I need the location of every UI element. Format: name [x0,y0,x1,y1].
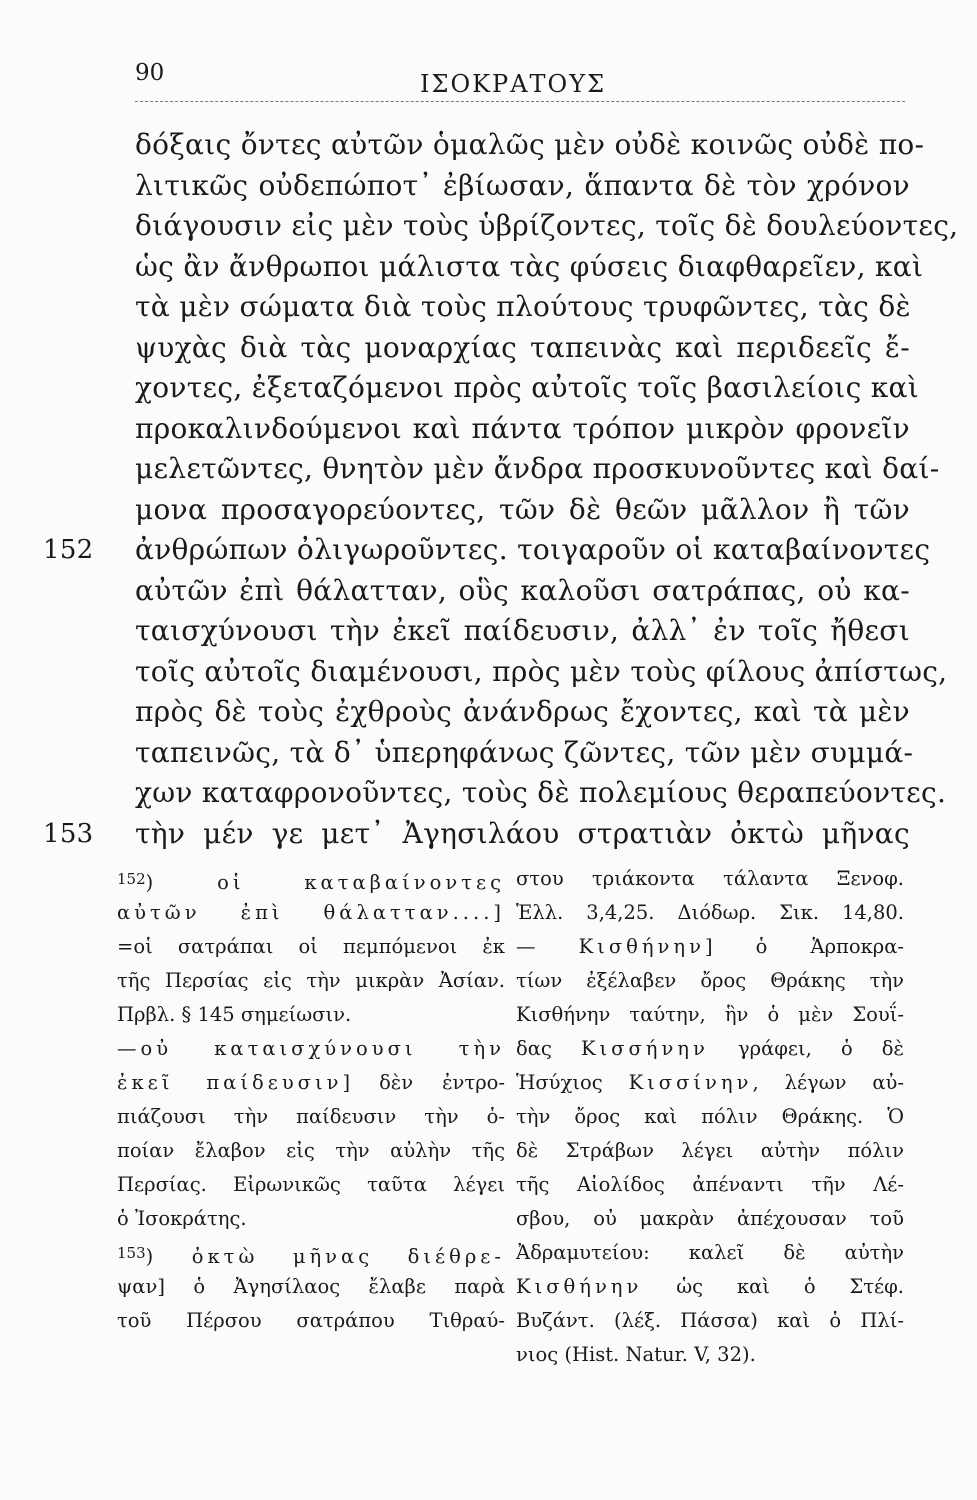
text-line: ταπεινῶς, τὰ δ᾽ ὑπερηφάνως ζῶντες, τῶν μὲν συμμά- [135,735,914,769]
running-title: ΙΣΟΚΡΑΤΟΥΣ [420,70,607,98]
main-text [43,125,959,854]
note-line: — Κισθήνην] ὁ Ἁρποκρα- [516,935,904,958]
note-line: στου τριάκοντα τάλαντα Ξενοφ. [516,867,904,890]
note-line: σβου, οὐ μακρὰν ἀπέχουσαν τοῦ [516,1207,904,1230]
text-line: μονα προσαγορεύοντες, τῶν δὲ θεῶν μᾶλλον ἢ τῶν [135,492,910,526]
note-line: ἐκεῖ παίδευσιν] δὲν ἐντρο- [117,1071,505,1094]
text-line: λιτικῶς οὐδεπώποτ᾽ ἐβίωσαν, ἅπαντα δὲ τὸν χρόνον [135,168,910,202]
text-line: αὐτῶν ἐπὶ θάλατταν, οὓς καλοῦσι σατράπας, οὐ κα- [135,573,910,607]
note-line: $^{152}$) οἱ καταβαίνοντες [117,870,505,894]
text-line: χοντες, ἐξεταζόμενοι πρὸς αὐτοῖς τοῖς βασιλείοις καὶ [135,371,920,404]
note-line: $^{153}$) ὀκτὼ μῆνας διέθρε- [117,1244,505,1268]
text-line: χων καταφρονοῦντες, τοὺς δὲ πολεμίους θεραπεύοντες. [135,776,947,809]
text-line: τοῖς αὐτοῖς διαμένουσι, πρὸς μὲν τοὺς φίλους ἀπίστως, [135,654,948,688]
note-line: Κισθήνην ὡς καὶ ὁ Στέφ. [516,1275,904,1298]
section-number-152: 152 [43,535,94,565]
text-line: διάγουσιν εἰς μὲν τοὺς ὑβρίζοντες, τοῖς δὲ δουλεύοντες, [135,209,959,242]
note-line: νιος (Hist. Natur. V, 32). [516,1343,756,1366]
text-line: ὡς ἂν ἄνθρωποι μάλιστα τὰς φύσεις διαφθαρεῖεν, καὶ [135,249,924,283]
note-line: Κισθήνην ταύτην, ἣν ὁ μὲν Σουΐ- [516,1003,904,1026]
text-line: προκαλινδούμενοι καὶ πάντα τρόπον μικρὸν φρονεῖν [135,411,910,445]
text-line: τὰ μὲν σώματα διὰ τοὺς πλούτους τρυφῶντες, τὰς δὲ [135,290,911,323]
note-line: ὁ Ἰσοκράτης. [117,1207,247,1230]
note-line: δας Κισσήνην γράφει, ὁ δὲ [516,1037,904,1060]
note-line: τῆς Αἰολίδος ἀπέναντι τῆν Λέ- [516,1173,904,1196]
note-line: τοῦ Πέρσου σατράπου Τιθραύ- [117,1309,505,1332]
note-line: —οὐ καταισχύνουσι τὴν [117,1037,505,1060]
header-rule [135,101,905,102]
text-line: 152 ἀνθρώπων ὀλιγωροῦντες. τοιγαροῦν οἱ καταβαίνοντες [135,530,910,571]
footnotes-left-column [117,862,505,1338]
note-number: 153 [117,1244,146,1262]
note-line: τίων ἐξέλαβεν ὄρος Θράκης τὴν [516,969,904,992]
section-number-153: 153 [43,818,94,849]
note-line: πιάζουσι τὴν παίδευσιν τὴν ὁ- [117,1105,505,1128]
note-line: δὲ Στράβων λέγει αὐτὴν πόλιν [516,1139,904,1162]
note-line: Περσίας. Εἰρωνικῶς ταῦτα λέγει [117,1173,505,1196]
note-line: Ἡσύχιος Κισσίνην, λέγων αὐ- [516,1071,904,1094]
note-line: αὐτῶν ἐπὶ θάλατταν....] [117,901,505,924]
note-line: Πρβλ. § 145 σημείωσιν. [117,1003,352,1026]
text-line: δόξαις ὄντες αὐτῶν ὁμαλῶς μὲν οὐδὲ κοινῶς οὐδὲ πο- [135,128,925,161]
note-line: ποίαν ἔλαβον εἰς τὴν αὐλὴν τῆς [117,1139,505,1162]
note-line: Ἑλλ. 3,4,25. Διόδωρ. Σικ. 14,80. [516,901,904,924]
text-line: ψυχὰς διὰ τὰς μοναρχίας ταπεινὰς καὶ περιδεεῖς ἔ- [135,330,910,364]
note-line: ψαν] ὁ Ἀγησίλαος ἔλαβε παρὰ [117,1275,505,1298]
note-line: =οἱ σατράπαι οἱ πεμπόμενοι ἐκ [117,935,505,958]
note-line: τὴν ὄρος καὶ πόλιν Θράκης. Ὁ [516,1105,904,1128]
footnotes-right-column [516,862,904,1372]
page-header [135,60,905,104]
text-line: ταισχύνουσι τὴν ἐκεῖ παίδευσιν, ἀλλ᾽ ἐν τοῖς ἤθεσι [135,614,910,647]
note-line: Βυζάντ. (λέξ. Πάσσα) καὶ ὁ Πλί- [516,1309,904,1332]
page-number: 90 [135,60,165,86]
text-line: 153 τὴν μέν γε μετ᾽ Ἀγησιλάου στρατιὰν ὀκτὼ μῆνας [135,814,910,855]
note-line: Ἀδραμυτείου: καλεῖ δὲ αὐτὴν [516,1241,904,1264]
note-line: τῆς Περσίας εἰς τὴν μικρὰν Ἀσίαν. [117,969,505,992]
text-line: μελετῶντες, θνητὸν μὲν ἄνδρα προσκυνοῦντες καὶ δαί- [135,452,940,485]
text-line: πρὸς δὲ τοὺς ἐχθροὺς ἀνάνδρως ἔχοντες, καὶ τὰ μὲν [135,695,910,728]
note-number: 152 [117,870,146,888]
